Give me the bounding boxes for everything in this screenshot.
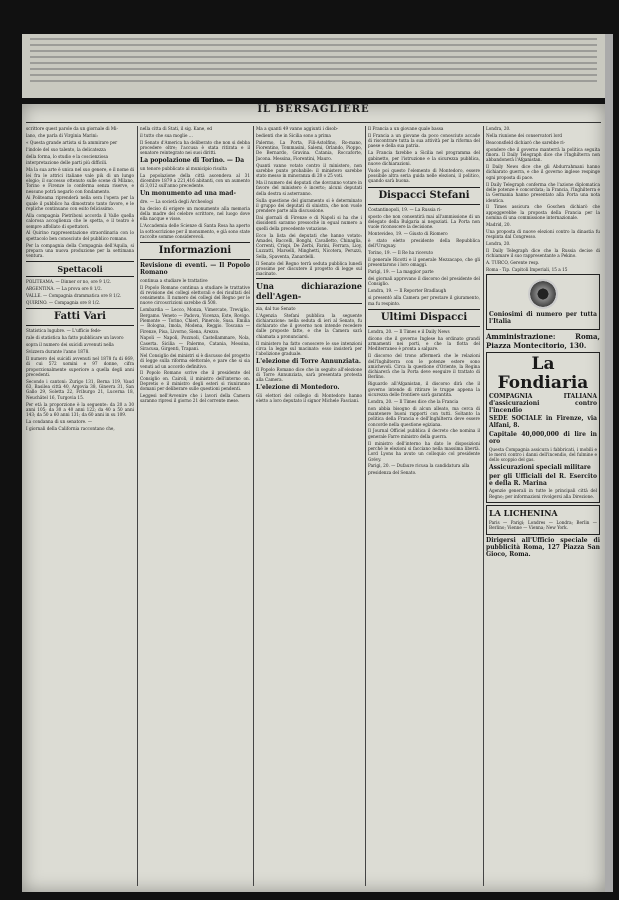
text-line: « Questa grande artista si fa ammirare per [26, 139, 118, 145]
dispatch-line: Parigi, 20. — Dufaure ricusa la candidatura alla [368, 463, 470, 469]
text-line: Statistica lugubre. — L'ufficio fede- [26, 328, 102, 334]
column-rule [137, 126, 138, 886]
dispatch-line: presidenza del Senato. [368, 470, 417, 476]
list-item: ARGENTINA. — La prova ore 8 1/2. [26, 286, 102, 292]
ad-lichenina [486, 505, 600, 535]
text-line: il tutto che sua moglie ... [140, 132, 193, 138]
article-title: Una dichiarazione dell'Agen- [256, 278, 362, 304]
paragraph: spondere che il governo manterrà la politica seguita finora. Il Daily Telegraph dice che l'Inghilterra non abbandonerà l'Afganistan. [486, 146, 600, 163]
paragraph: si presentò alla Camera per prestare il giuramento, ma fu respinto. [368, 295, 480, 306]
paragraph: Sulla questione del giuramento si è determinato il gruppo dei deputati di sinistra, che non vuole prendere parte alla discussione. [256, 197, 362, 214]
dispatch-line: Londra, 19. — Il Reporter Bradlaugh [368, 288, 447, 294]
dispatch-line: Londra, 20. [486, 126, 511, 131]
paragraph: Il Journal Officiel pubblica il decreto che nomina il generale Farre ministro della guerra. [368, 428, 480, 439]
ad-contact: Dirigersi all'Ufficio speciale di pubblicità Roma, 127 Piazza San Gioco, Roma. [486, 537, 600, 559]
ad-caption: Coniosimi di numero per tutta l'Italia [489, 311, 597, 326]
paragraph: Il Daily Telegraph dice che la Russia decise di richiamare il suo rappresentante a Pekino. [486, 247, 600, 259]
paragraph: non abbia bisogno di alcun alleato, ma cerca di mantenere buoni rapporti con tutti. Soltanto la politica della Francia e dell'Inghilterra deve essere concorde nella questione egiziana. [368, 405, 480, 427]
printer-credit: A. TURCO, Gerente resp. [486, 260, 540, 266]
dispatch-line: Londra, 20. — Il Times dice che la Francia [368, 398, 459, 404]
newspaper-page [22, 104, 605, 892]
text-line: della forma, lo studio e la coscienziosa [26, 153, 109, 159]
text-line: l'indole del suo talento, la delicatezza [26, 146, 106, 152]
paragraph: Il Daily Telegraph conferma che l'azione diplomatica delle potenze è concordata; la Francia, l'Inghilterra e la Germania hanno presentato alla Porta una nota identica. [486, 181, 600, 203]
paragraph: Secondo i cantoni: Zurigo 131, Berna 119, Vaud 63, Basilea città 40, Argovia 38, Ginevra 31, San Gallo 29, Soletta 22, Friburgo 21, Lucerna 18, Neuchâtel 16, Turgovia 15. [26, 378, 134, 400]
paragraph: Agenzie generali in tutte le principali città del Regno; per informazioni rivolgersi alla Direzione. [489, 488, 597, 499]
paragraph: Napoli — Napoli, Pozzuoli, Castellammare, Nola, Caserta. Sicilia — Palermo, Catania, Messina, Siracusa, Girgenti, Trapani. [140, 335, 250, 352]
dispatch-line: Torino, 19. — Il Re ha ricevuto [368, 250, 433, 256]
text-line: rale di statistica ha fatto pubblicare un lavoro [26, 335, 124, 341]
paragraph: dicono che il governo Inglese ha ordinato grandi armamenti nei porti, e che la flotta del Mediterraneo è pronta a salpare. [368, 335, 480, 352]
text-line: Nella riunione dei conservatori lord [486, 132, 563, 138]
section-title-dispacci-stefani: Dispacci Stefani [368, 187, 480, 205]
paragraph: Il Popolo Romano dice che in seguito all'elezione di Torre Annunziata, sarà presentata protesta alla Camera. [256, 366, 362, 383]
paragraph: L'Agenzia Stefani pubblica la seguente dichiarazione: nella seduta di ieri al Senato, fu dichiarato che il governo non intende recedere dalle proposte fatte, e che la Camera sarà chiamata a pronunciarsi. [256, 312, 362, 339]
paragraph: Palermo, La Porta, Fili-Astolfino, Ro-mano, Fiorentino, Tommasini, Salemi, Orlando, Pioppo, De Bernardo, Gravina. Catania, Roccaforte, Jacona. Messina, Fiorentini, Mauro. [256, 139, 362, 161]
column-2 [140, 126, 250, 886]
column-rule [483, 126, 484, 886]
text-line: lano, che parla di Virginia Marini: [26, 132, 99, 138]
dispatch-line: Londra, 20. [486, 240, 511, 246]
paragraph: Quanti vanno votato contro il ministero, non sarebbe punto probabile: il ministero sarebbe stato messo in minoranza di 20 o 25 voti. [256, 162, 362, 179]
paragraph: Ecco la lista dei deputati che hanno votato: Amadei, Baccelli, Bonghi, Cavalletto, Chinaglia, Correnti, Crispi, De Zerbi, Farini, Ferrara, Lioy, Luzzatti, Marselli, Minghetti, Nicotera, Peruzzi, Sella, Spaventa, Zanardelli. [256, 232, 362, 259]
paragraph: è stato eletto presidente della Repubblica dell'Uruguay. [368, 238, 480, 249]
list-item: POLITEAMA. — Dinner or no, ore 9 1/2. [26, 279, 112, 285]
paragraph: La popolazione della città ascendeva al 31 dicembre 1879 a 221,416 abitanti, con un aumento di 3,012 sull'anno precedente. [140, 172, 250, 189]
paragraph: Al Quirino rappresentazione straordinaria con lo spettacolo ben conosciuto del pubblico romano. [26, 230, 134, 241]
text-line: Svizzera durante l'anno 1878. [26, 349, 90, 355]
paragraph: Ma il numero dei deputati che dovranno votare in favore del ministero è incerto; alcuni deputati della destra si asterranno. [256, 180, 362, 196]
paragraph: Leggesi nell'Avvenire che i lavori della Camera saranno ripresi il giorno 21 del corrente mese. [140, 393, 250, 404]
column-3 [256, 126, 362, 886]
paragraph: Una proposta di nuove elezioni contro la dinastia fu respinta dal Congresso. [486, 228, 600, 240]
paragraph: Il Daily News dice che gli Abdurrahmani hanno dichiarato guerra, e che il governo inglese respinge ogni proposta di pace. [486, 164, 600, 180]
dispatch-line: Madrid, 20. [486, 221, 511, 227]
paragraph: Il Times assicura che Goschen dichiarò che appoggerebbe la proposta della Francia per la nomina di una commissione internazionale. [486, 204, 600, 221]
article-title: Un monumento ad una mad- [140, 190, 236, 198]
list-item: VALLE. — Compagnia drammatica ore 8 1/2. [26, 293, 122, 299]
paragraph: il generale Ricotti e il generale Mezzacapo, che gli presentarono i loro omaggi. [368, 257, 480, 268]
dispatch-line: Parigi, 19. — La maggior parte [368, 269, 434, 275]
paragraph: Per la compagnia della Compagnia dell'Aquila, si prepara una nuova produzione per la settimana ventura. [26, 242, 134, 259]
masthead-rule [26, 122, 601, 123]
article-title: L'elezione di Torre Annunziata. [256, 358, 361, 366]
paragraph: Gli elettori del collegio di Montedoro hanno eletto a loro deputato il signor Michele Fasciani. [256, 392, 362, 404]
text-line: I giornali della California raccontano che, [26, 425, 115, 431]
previous-page-strip [22, 34, 605, 98]
paragraph: Il Popolo Romano scrive che il presidente del Consiglio on. Cairoli, il ministro dell'interno on. Depretis e il ministro degli esteri si riuniranno domani per deliberare sulle questioni pendenti. [140, 370, 250, 392]
paragraph: Il numero dei suicidi avvenuti nel 1878 fu di 669, di cui 572 uomini e 97 donne, cifra proporzionalmente superiore a quella degli anni precedenti. [26, 356, 134, 377]
ad-pills [486, 274, 600, 330]
paragraph: dei giornali approvano il discorso del presidente del Consiglio. [368, 276, 480, 287]
paragraph: ha deciso di erigere un monumento alla memoria della madre del celebre scrittore, nel luogo dove ella nacque e visse. [140, 205, 250, 222]
dispatch-line: Montevideo, 19. — Giusto di Riomero [368, 231, 448, 237]
paragraph: Lombardia — Lecco, Monza, Vimercate, Treviglio, Bergamo. Veneto — Padova, Vicenza, Este, Rovigo. Piemonte — Torino, Chieri, Pinerolo, Susa. Emilia — Bologna, Imola, Modena, Reggio. Toscana — Firenze, Pisa, Livorno, Siena, Arezzo. [140, 307, 250, 334]
text-line: La condanna di un senatore. — [26, 419, 93, 425]
paragraph: Alla compagnia Pietriboni accorda il Valle quella calorosa accoglienza che le spetta, e il teatro è sempre affollato di spettatori. [26, 212, 134, 229]
text-line: sopra il numero dei suicidi avvenuti nella [26, 342, 114, 348]
article-title: La popolazione di Torino. — Da [140, 157, 245, 165]
text-line: bedienti che in Sicilia sono a prima [256, 132, 331, 138]
text-line: scrittore quest parole da un giornale di Mi- [26, 126, 118, 131]
dispatch-line: Londra, 20. — Il Times e il Daily News [368, 328, 450, 334]
section-title-informazioni: Informazioni [140, 242, 250, 260]
paragraph: Il discorso del trono affermerà che le relazioni dell'Inghilterra con le potenze estere sono amichevoli. Circa la questione d'Oriente, la Regina dichiarerà che la Porta deve eseguire il trattato di Berlino. [368, 353, 480, 380]
text-line: Il Francia a un giovane quale bassa [368, 126, 444, 131]
paragraph: Dai giornali di Firenze e di Napoli si ha che i dissidenti saranno pressochè in egual numero a quelli della precedente votazione. [256, 215, 362, 231]
column-rule [253, 126, 254, 886]
column-5 [486, 126, 600, 886]
ad-sede: SEDE SOCIALE in Firenze, via Alfani, 8. [489, 415, 597, 430]
article-title: L'elezione di Montedoro. [256, 384, 340, 392]
text-line: nella citta di Stati, il sig. Kane, ed [140, 126, 213, 131]
paragraph: Il Senato del Regno terrà seduta pubblica lunedì prossimo per discutere il progetto di legge sul macinato. [256, 260, 362, 277]
ad-address: Amministrazione: Roma, Piazza Montecitorio, 130. [486, 331, 600, 350]
text-line: continua a studiare le trattative [140, 277, 208, 283]
paragraph: Ma la sua arte è unica nel suo genere, e il nome di lei fra le attrici italiane vale più di un lungo elogio; il successo ottenuto sulle scene di Milano, Torino e Firenze lo conferma senza riserve, e nessuno potrà negarlo con fondamento. [26, 167, 134, 194]
column-rule [365, 126, 366, 886]
paragraph: L'Accademia delle Scienze di Santa Rosa ha aperto la sottoscrizione per il monumento, e già sono state raccolte somme considerevoli. [140, 223, 250, 239]
paragraph: Il Popolo Romano continua a studiare le trattative di revisione dei collegi elettorali e dei risultati del censimento. Il numero dei collegi del Regno per le nuove circoscrizioni sarebbe di 508. [140, 284, 250, 306]
text-line: dre. — La società degli Archeologi [140, 198, 214, 204]
paragraph: Nel Consiglio dei ministri si è discusso del progetto di legge sulla riforma elettorale, e pare che si sia venuti ad un accordo definitivo. [140, 352, 250, 369]
flower-engraving-icon [528, 279, 558, 309]
section-title-spettacoli: Spettacoli [26, 261, 134, 277]
text-line: un tenore pubblicato al municipio risulta [140, 165, 227, 171]
paragraph: Il ministero ha fatto conoscere le sue intenzioni circa la legge sul macinato: esso insisterà per l'abolizione graduale. [256, 340, 362, 357]
paragraph: Ai Politeama riprenderà nella sera l'opera per la quale il pubblico ha dimostrato tanto favore, e le repliche continuano con esito felicissimo. [26, 195, 134, 212]
text-line: Ma a quanti 49 vanno aggiunti i disob- [256, 126, 339, 131]
column-4 [368, 126, 480, 886]
paragraph: sposto che non consentirà mai all'ammissione di un delegato della Bulgaria ai negoziati. La Porta non vuole riconoscere la decisione. [368, 213, 480, 230]
paragraph: Il Francia a un giovane da poco conosciuto accade di riscontrare tutta la sua attività per la riforma del paese e della sua patria. [368, 132, 480, 149]
ad-capital: Capitale 40,000,000 di lire in oro [489, 431, 597, 446]
paragraph: Il Senato d'America ha deliberato che non si debba procedere oltre; l'accusa è stata ritirata e il senatore reintegrato nei suoi diritti. [140, 139, 250, 156]
ad-title: La Fondiaria [497, 353, 589, 393]
section-title-fatti-vari: Fatti Vari [26, 308, 134, 326]
paragraph: Vuole poi questo l'elemento di Montedoro, essere possibile altra seria guida nelle elezioni, il politico, quando sarà buona. [368, 167, 480, 184]
text-line: interpretazione delle parti più difficili. [26, 160, 108, 166]
dispatch-line: Costantinopoli, 19. — La Russia ri- [368, 206, 442, 212]
page-edge [605, 34, 613, 892]
paragraph: La Francia farebbe a Sicilia nel programma del gabinetto, per l'istruzione e la sicurezza pubblica, nuove dichiarazioni. [368, 150, 480, 166]
ad-military-subtitle: per gli Ufficiali del R. Esercito e della R. Marina [489, 472, 597, 487]
masthead: IL BERSAGLIERE [257, 104, 370, 115]
paragraph: Questa Compagnia assicura i fabbricati, i mobili e le merci contro i danni dell'incendio, del fulmine e dello scoppio del gas. [489, 446, 597, 463]
section-title-ultimi-dispacci: Ultimi Dispacci [368, 309, 480, 327]
ad-military-title: Assicurazioni speciali militare [489, 464, 591, 472]
column-1 [26, 126, 134, 886]
paragraph: Per età la proporzione è la seguente: da 20 a 30 anni 105; da 30 a 40 anni 122; da 40 a 50 anni 143; da 50 a 60 anni 131; da 60 anni in su 109. [26, 401, 134, 418]
ad-subtitle: COMPAGNIA ITALIANA d'assicurazioni contro l'incendio [489, 392, 597, 414]
ad-fondiaria [486, 352, 600, 504]
text-line: zia, dal tuo Senato [256, 305, 296, 311]
list-item: QUIRINO. — Compagnia ore 8 1/2. [26, 300, 101, 306]
article-title: Revisione di eventi. — Il Popolo Romano [140, 262, 250, 277]
text-line: Beaconsfield dichiarò che sarebbe ri- [486, 139, 566, 145]
printer-address: Roma - Tip. Capitoli Imperiali, 15 a 15 [486, 266, 568, 272]
paragraph: Riguardo all'Afganistan, il discorso dirà che il governo intende di ritirare le truppe appena la sicurezza delle frontiere sarà garantita. [368, 381, 480, 397]
ad-title: LA LICHENINA [489, 508, 558, 519]
paragraph: Paris — Parigi; Londres — Londra; Berlin — Berlino; Vienne — Vienna; New York. [489, 520, 597, 531]
paragraph: Il ministro dell'interno ha dato le disposizioni perché le elezioni si facciano nella massima libertà. Lord Lyons ha avuto un colloquio col presidente Grévy. [368, 440, 480, 462]
